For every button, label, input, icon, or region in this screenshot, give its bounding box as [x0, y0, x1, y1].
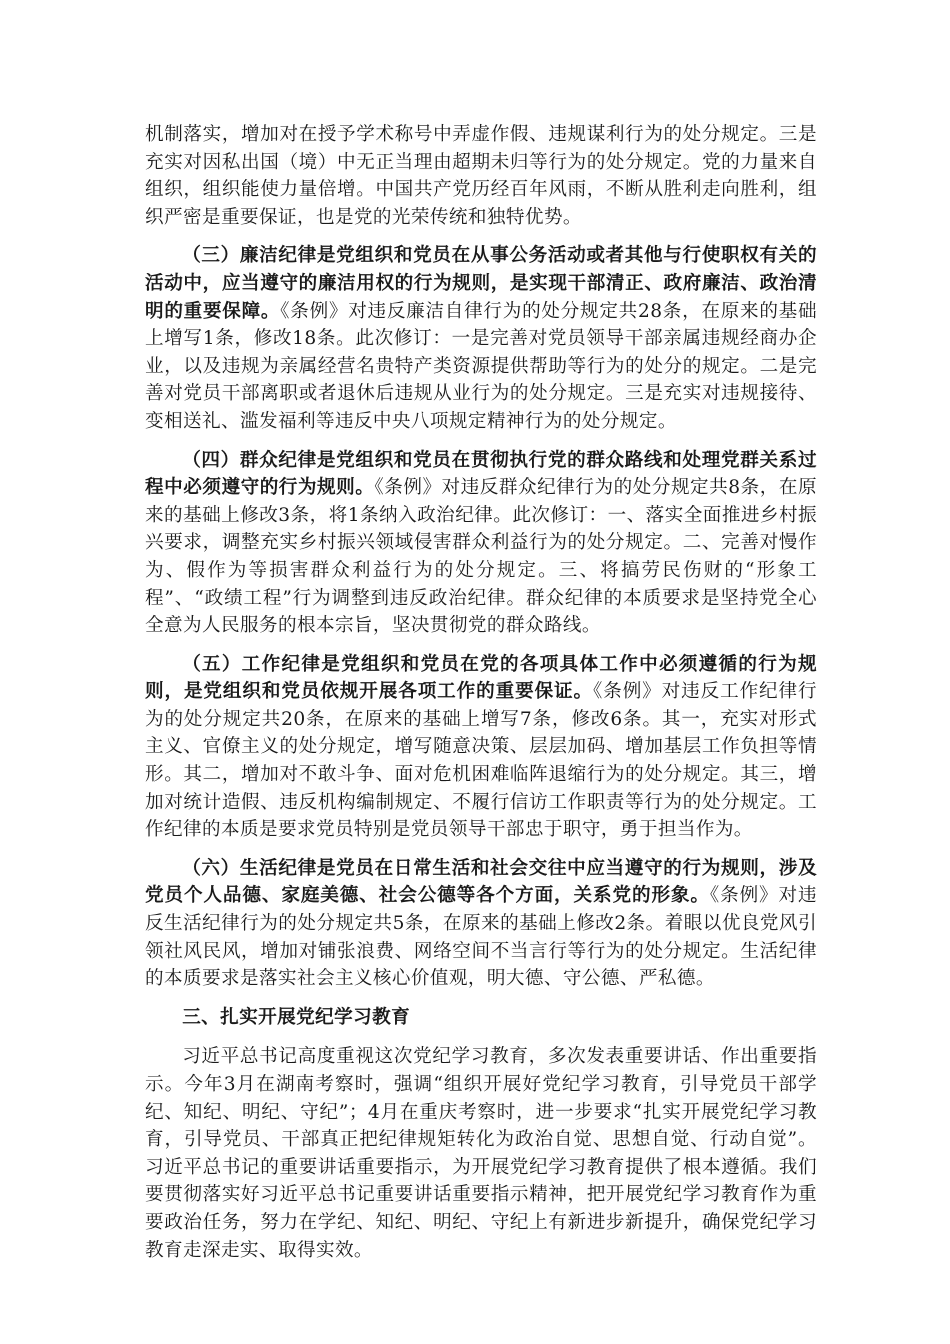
paragraph-organization-discipline-end	[145, 121, 817, 231]
paragraph-text: 机制落实，增加对在授予学术称号中弄虚作假、违规谋利行为的处分规定。三是充实对因私出国（境）中无正当理由超期未归等行为的处分规定。党的力量来自组织，组织能使力量倍增。中国共产党历经百年风雨，不断从胜利走向胜利，组织严密是重要保证，也是党的光荣传统和独特优势。	[145, 124, 817, 228]
paragraph-study-education	[145, 1043, 817, 1264]
paragraph-lead: （五）工作纪律是党组织和党员在党的各项具体工作中必须遵循的行为规则，是党组织和党员依规开展各项工作的重要保证。	[145, 653, 817, 703]
section-heading: 三、扎实开展党纪学习教育	[182, 1006, 411, 1028]
paragraph-text: 《条例》对违反工作纪律行为的处分规定共20条，在原来的基础上增写7条，修改6条。其一，充实对形式主义、官僚主义的处分规定，增写随意决策、层层加码、增加基层工作负担等情形。其二，增加对不敢斗争、面对危机困难临阵退缩行为的处分规定。其三，增加对统计造假、违反机构编制规定、不履行信访工作职责等行为的处分规定。工作纪律的本质是要求党员特别是党员领导干部忠于职守，勇于担当作为。	[145, 681, 817, 841]
paragraph-text: 《条例》对违反廉洁自律行为的处分规定共28条，在原来的基础上增写1条，修改18条。此次修订：一是完善对党员领导干部亲属违规经商办企业，以及违规为亲属经营名贵特产类资源提供帮助等行为的处分的规定。二是完善对党员干部离职或者退休后违规从业行为的处分规定。三是充实对违规接待、变相送礼、滥发福利等违反中央八项规定精神行为的处分规定。	[145, 300, 817, 432]
document-page	[145, 121, 817, 1275]
paragraph-lead: （四）群众纪律是党组织和党员在贯彻执行党的群众路线和处理党群关系过程中必须遵守的行为规则。	[145, 449, 817, 499]
paragraph-work-discipline	[145, 651, 817, 844]
paragraph-integrity-discipline	[145, 242, 817, 435]
paragraph-lead: （三）廉洁纪律是党组织和党员在从事公务活动或者其他与行使职权有关的活动中，应当遵守的廉洁用权的行为规则，是实现干部清正、政府廉洁、政治清明的重要保障。	[145, 245, 817, 322]
paragraph-text: 习近平总书记高度重视这次党纪学习教育，多次发表重要讲话、作出重要指示。今年3月在湖南考察时，强调“组织开展好党纪学习教育，引导党员干部学纪、知纪、明纪、守纪”；4月在重庆考察时，进一步要求“扎实开展党纪学习教育，引导党员、干部真正把纪律规矩转化为政治自觉、思想自觉、行动自觉”。习近平总书记的重要讲话重要指示，为开展党纪学习教育提供了根本遵循。我们要贯彻落实好习近平总书记重要讲话重要指示精神，把开展党纪学习教育作为重要政治任务，努力在学纪、知纪、明纪、守纪上有新进步新提升，确保党纪学习教育走深走实、取得实效。	[145, 1046, 817, 1261]
paragraph-text: 《条例》对违反生活纪律行为的处分规定共5条，在原来的基础上修改2条。着眼以优良党风引领社风民风，增加对铺张浪费、网络空间不当言行等行为的处分规定。生活纪律的本质要求是落实社会主义核心价值观，明大德、守公德、严私德。	[145, 885, 817, 990]
paragraph-mass-discipline	[145, 447, 817, 640]
paragraph-text: 《条例》对违反群众纪律行为的处分规定共8条，在原来的基础上修改3条，将1条纳入政治纪律。此次修订：一、落实全面推进乡村振兴要求，调整充实乡村振兴领域侵害群众利益行为的处分规定。二、完善对慢作为、假作为等损害群众利益行为的处分规定。三、将搞劳民伤财的“形象工程”、“政绩工程”行为调整到违反政治纪律。群众纪律的本质要求是坚持党全心全意为人民服务的根本宗旨，坚决贯彻党的群众路线。	[145, 477, 817, 637]
paragraph-lead: （六）生活纪律是党员在日常生活和社会交往中应当遵守的行为规则，涉及党员个人品德、家庭美德、社会公德等各个方面，关系党的形象。	[145, 857, 817, 907]
paragraph-life-discipline	[145, 855, 817, 993]
